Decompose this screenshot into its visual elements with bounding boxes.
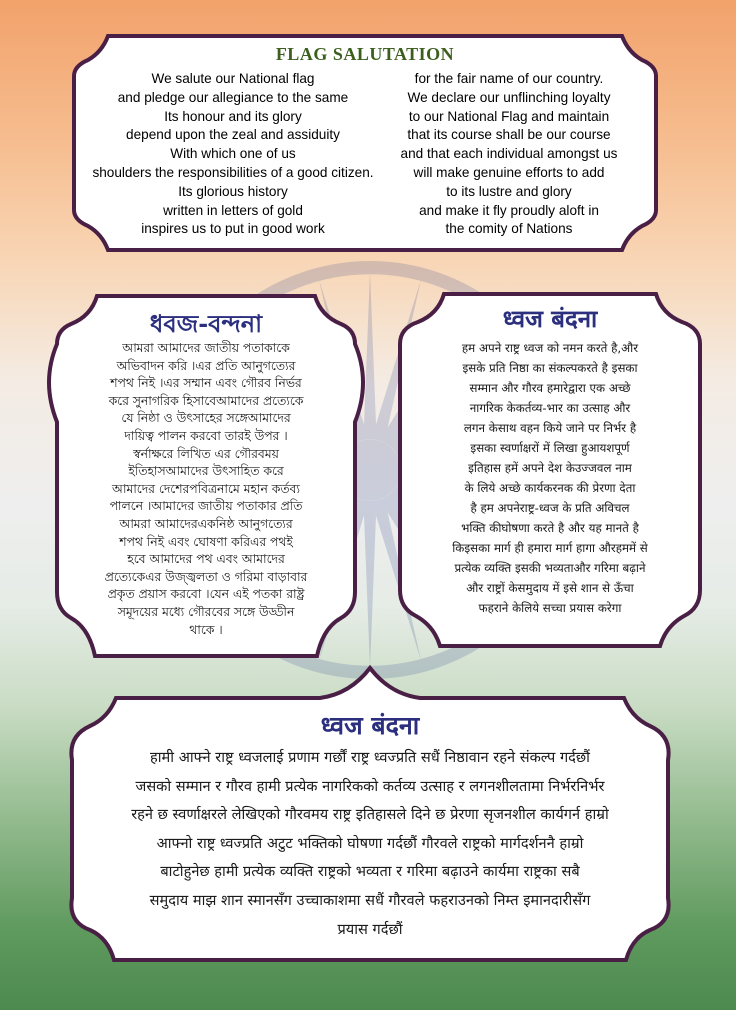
text-line: इसके प्रति निष्ठा का संकल्पकरते है इसका — [462, 361, 638, 375]
text-line: প্রকৃত প্রয়াস করবো ।যেন এই পতকা রাষ্ট্র — [107, 587, 305, 602]
text-line: প্রত্যেকেএর উজ্জ্বলতা ও গরিমা বাড়াবার — [104, 569, 308, 584]
text-line: written in letters of gold — [163, 202, 303, 218]
nepali-pledge-panel — [60, 664, 680, 964]
text-line: shoulders the responsibilities of a good citizen. — [92, 164, 374, 180]
text-line: ইতিহাসআমাদের উৎসাহিত করে — [128, 464, 284, 479]
text-line: लगन केसाथ वहन किये जाने पर निर्भर है — [463, 421, 637, 435]
text-line: করে সুনাগরিক হিসাবেআমাদের প্রত্যেকে — [108, 393, 304, 408]
hindi-text — [398, 338, 702, 618]
text-line: হবে আমাদের পথ এবং আমাদের — [127, 552, 285, 567]
bengali-pledge-panel — [37, 292, 375, 660]
text-line: to our National Flag and maintain — [408, 108, 610, 124]
text-line: किइसका मार्ग ही हमारा मार्ग हागा औरहममें से — [452, 541, 648, 555]
nepali-text — [84, 744, 656, 944]
text-line: बाटोहुनेछ हामी प्रत्येक व्यक्ति राष्ट्रको भव्यता र गरिमा बढ़ाउने कार्यमा राष्ट्रका सबै — [160, 863, 580, 881]
text-line: इतिहास हमें अपने देश केउज्जवल नाम — [468, 461, 632, 475]
text-line: and that each individual amongst us — [400, 146, 618, 162]
text-line: আমরা আমাদের জাতীয় পতাকাকে — [122, 341, 290, 355]
text-line: नागरिक केकर्तव्य-भार का उत्साह और — [469, 401, 631, 415]
english-right-column — [384, 70, 634, 239]
text-line: শপথ নিই ।এর সম্মান এবং গৌরব নির্ভর — [110, 376, 302, 391]
text-line: के लिये अच्छे कार्यकरनक की प्रेरणा देता — [464, 481, 636, 495]
text-line: Its honour and its glory — [164, 108, 302, 124]
text-line: and make it fly proudly aloft in — [419, 202, 599, 218]
text-line: है हम अपनेराष्ट्र-ध्वज के प्रति अविचल — [470, 501, 630, 515]
text-line: inspires us to put in good work — [141, 221, 325, 237]
text-line: the comity of Nations — [445, 221, 573, 237]
text-line: থাকে । — [189, 622, 223, 637]
text-line: দায়িত্ব পালন করবো তারই উপর । — [124, 428, 288, 443]
text-line: भक्ति कीघोषणा करते है और यह मानते है — [461, 521, 639, 535]
text-line: and pledge our allegiance to the same — [117, 89, 349, 105]
text-line: to its lustre and glory — [446, 183, 572, 199]
hindi-title: ध्वज बंदना — [502, 304, 598, 333]
nepali-title: ध्वज बंदना — [320, 711, 420, 740]
text-line: फहराने केलिये सच्चा प्रयास करेगा — [478, 601, 622, 615]
text-line: for the fair name of our country. — [414, 71, 604, 86]
hindi-pledge-panel — [380, 290, 720, 650]
text-line: हम अपने राष्ट्र ध्वज को नमन करते है,और — [461, 341, 639, 355]
flag-salutation-panel — [72, 32, 658, 254]
bengali-title: ধবজ-বন্দনা — [149, 309, 263, 338]
text-line: অভিবাদন করি ।এর প্রতি আনুগত্যের — [116, 358, 296, 373]
text-line: শপথ নিই এবং ঘোষণা করিএর পথই — [119, 534, 293, 549]
flag-salutation-title: FLAG SALUTATION — [275, 44, 455, 64]
text-line: With which one of us — [170, 146, 296, 162]
text-line: We declare our unflinching loyalty — [407, 89, 611, 105]
text-line: আমাদের দেশেরপবিত্রনামে মহান কর্তব্য — [112, 481, 300, 496]
text-line: সমূদয়ের মধ্যে গৌরবের সঙ্গে উড্ডীন — [117, 604, 295, 619]
text-line: that its course shall be our course — [407, 127, 611, 143]
english-left-column — [72, 70, 394, 239]
text-line: जसको सम्मान र गौरव हामी प्रत्येक नागरिकको कर्तव्य उत्साह र लगनशीलतामा निर्भरनिर्भर — [135, 777, 605, 795]
text-line: समुदाय माझ शान स्मानसँग उच्चाकाशमा सधैं गौरवले फहराउनको निम्त इमानदारीसँग — [149, 891, 591, 909]
text-line: आफ्नो राष्ट्र ध्वज्प्रति अटुट भक्तिको घोषणा गर्दछौं गौरवले राष्ट्रको मार्गदर्शननै हाम्रो — [156, 834, 584, 852]
text-line: रहने छ स्वर्णाक्षरले लेखिएको गौरवमय राष्ट्र इतिहासले दिने छ प्रेरणा सृजनशील कार्यगर्न हाम्रो — [131, 806, 609, 824]
text-line: আমরা আমাদেরএকনিষ্ঠ আনুগত্যের — [119, 516, 293, 531]
text-line: हामी आफ्ने राष्ट्र ध्वजलाई प्रणाम गर्छौं राष्ट्र ध्वज्प्रति सधैं निष्ठावान रहने संकल्प गर्दछौं — [150, 749, 590, 766]
text-line: will make genuine efforts to add — [413, 164, 605, 180]
text-line: और राष्ट्रों केसमुदाय में इसे शान से ऊँचा — [466, 581, 634, 595]
text-line: পালনে ।আমাদের জাতীয় পতাকার প্রতি — [109, 499, 303, 514]
text-line: प्रत्येक व्यक्ति इसकी भव्यताऔर गरिमा बढ़ाने — [454, 561, 646, 575]
text-line: স্বর্নাক্ষরে লিখিত এর গৌরবময় — [133, 446, 279, 461]
bengali-text — [57, 340, 355, 639]
text-line: Its glorious history — [178, 183, 288, 199]
text-line: depend upon the zeal and assiduity — [126, 127, 340, 143]
text-line: इसका स्वर्णाक्षरों में लिखा हुआयशपूर्ण — [470, 441, 630, 455]
text-line: যে নিষ্ঠা ও উৎসাহের সঙ্গেআমাদের — [121, 411, 291, 426]
text-line: प्रयास गर्दछौं — [337, 920, 403, 938]
text-line: सम्मान और गौरव हमारेद्वारा एक अच्छे — [469, 381, 631, 395]
text-line: We salute our National flag — [151, 71, 315, 86]
